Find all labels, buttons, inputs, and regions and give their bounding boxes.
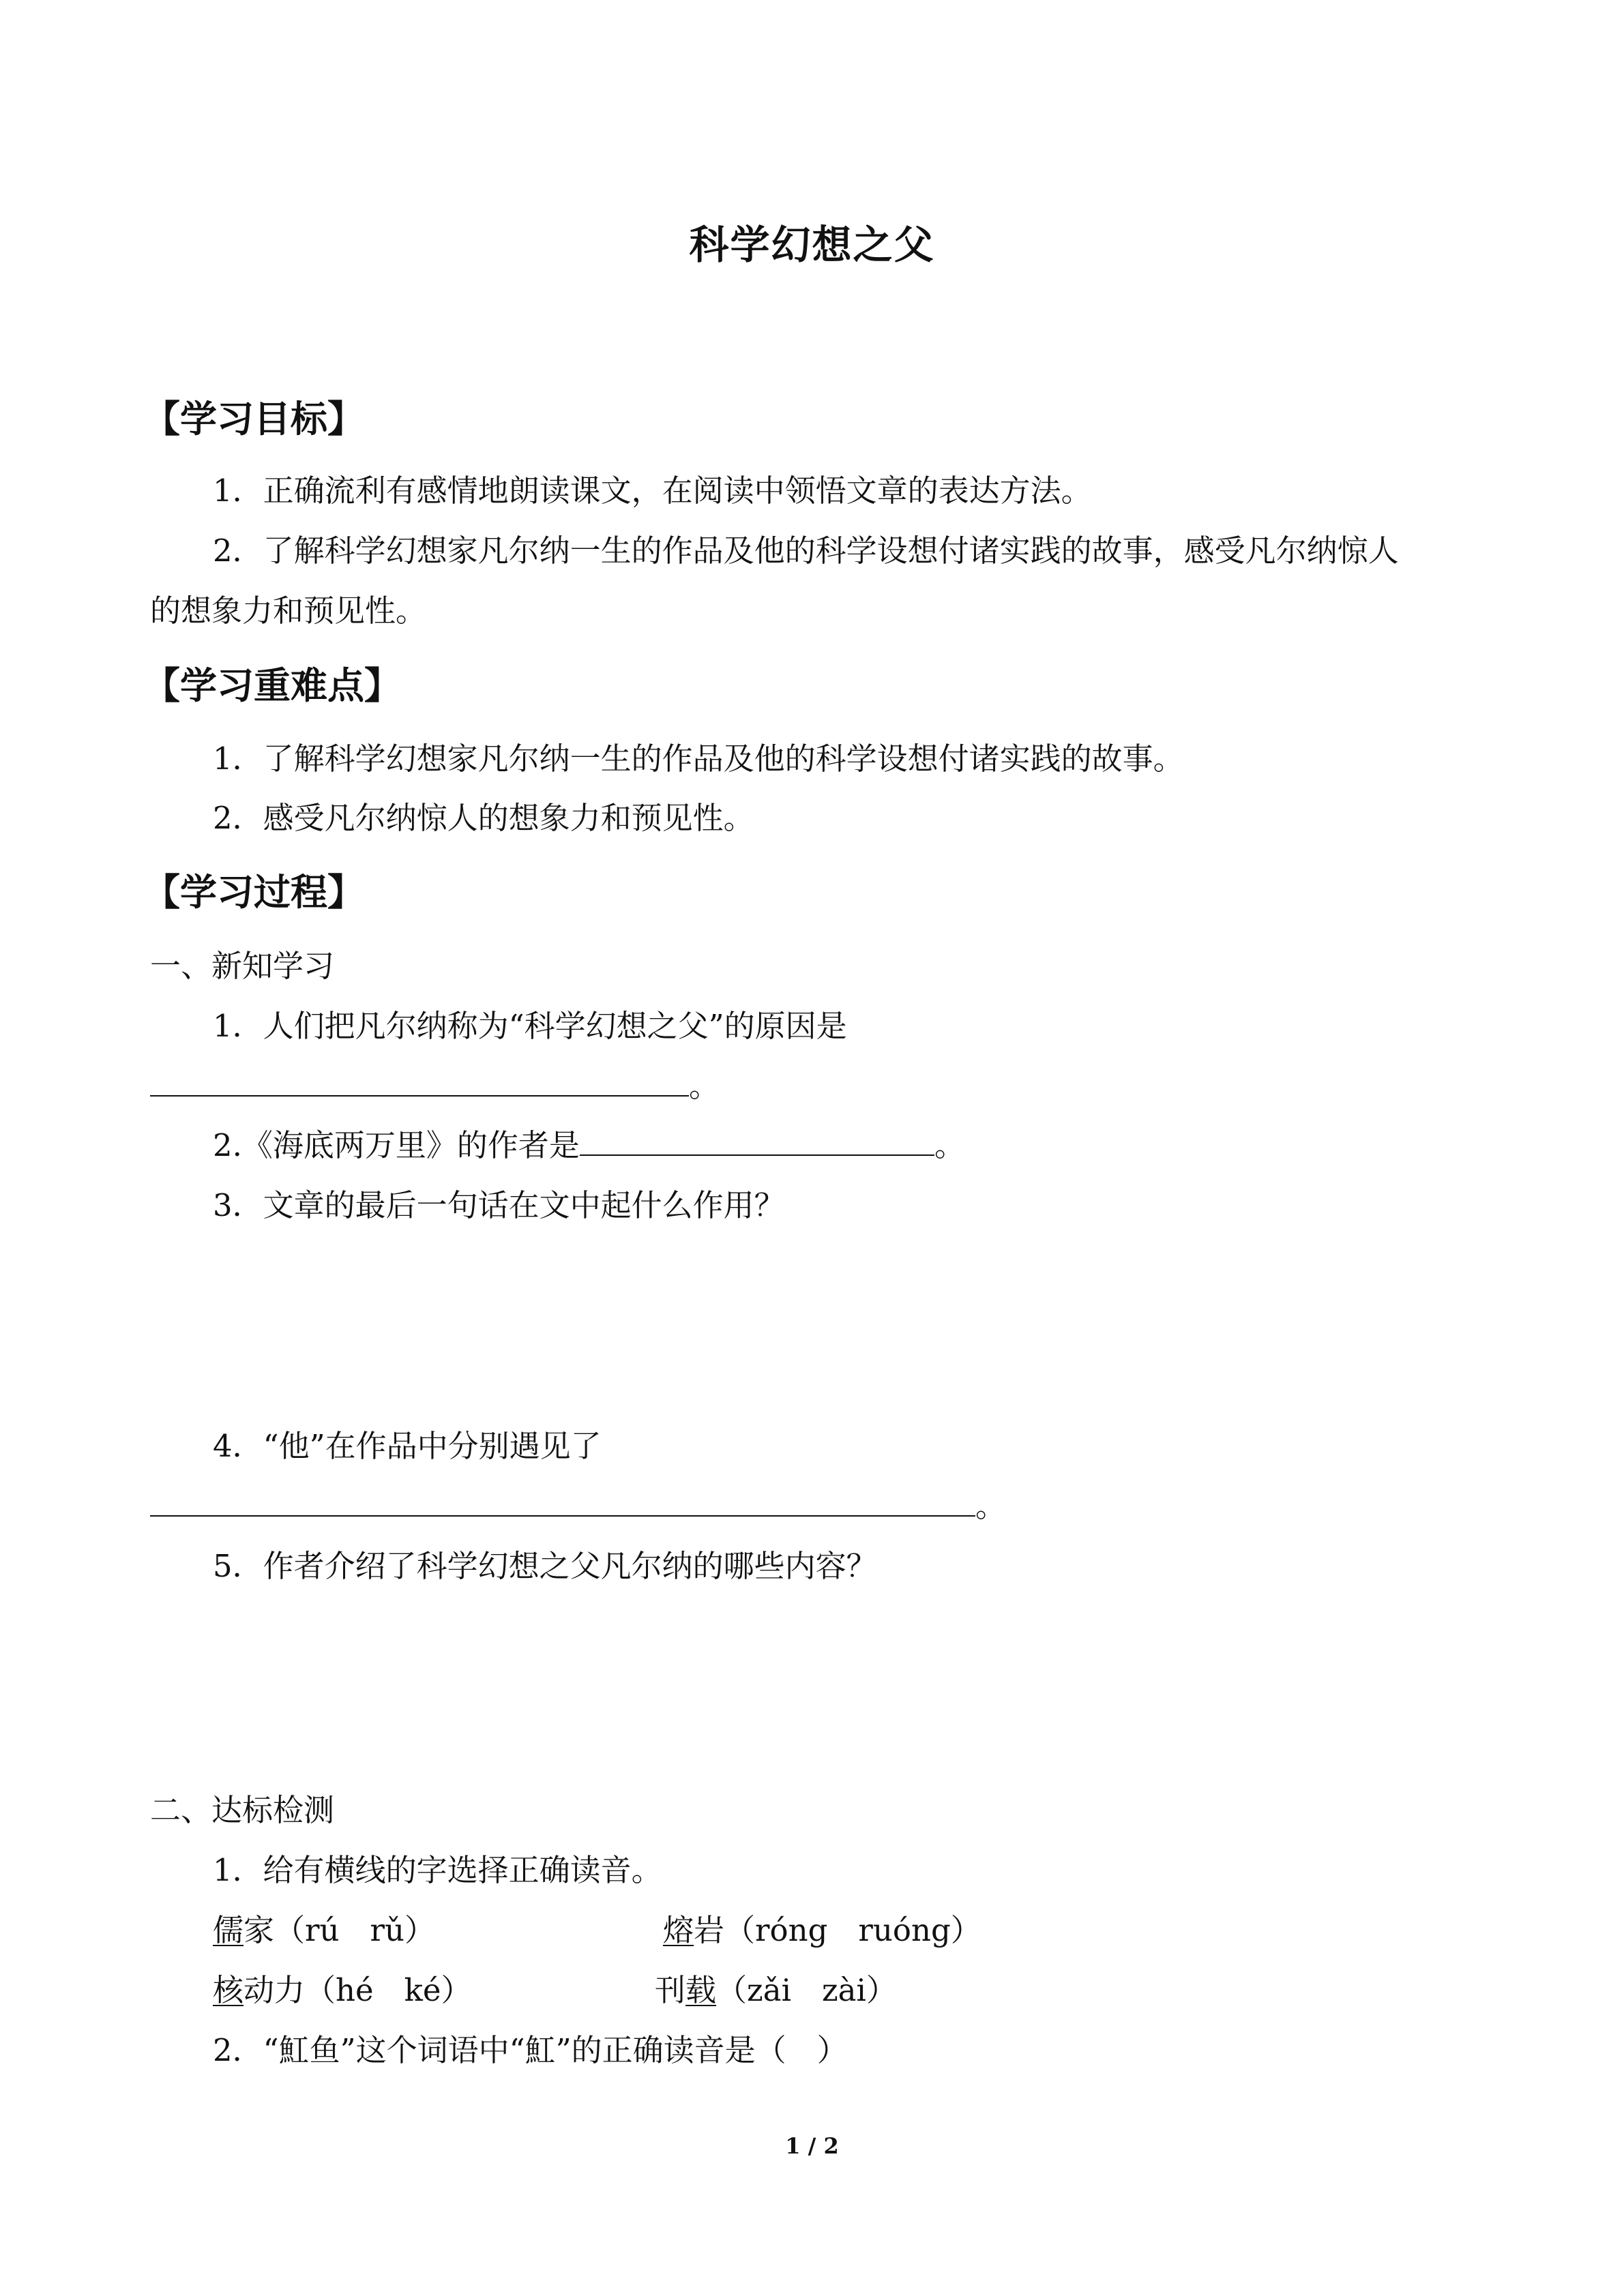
page-title: 科学幻想之父 (689, 222, 935, 268)
question-4: 4．“他”在作品中分别遇见了 (213, 1428, 602, 1464)
page-number: 1 / 2 (785, 2133, 839, 2159)
question-4-answer-line[interactable]: 。 (150, 1491, 1006, 1521)
pinyin-item-2: 熔岩（róng ruóng） (663, 1912, 981, 1948)
pinyin-item-4: 刊载（zǎi zài） (655, 1972, 897, 2008)
pinyin-item-1: 儒家（rú rǔ） (213, 1912, 436, 1948)
objectives-heading: 【学习目标】 (143, 398, 364, 441)
question-1: 1．人们把凡尔纳称为“科学幻想之父”的原因是 (213, 1008, 847, 1044)
objective-item-2-continued: 的想象力和预见性。 (150, 593, 427, 629)
question-5: 5．作者介绍了科学幻想之父凡尔纳的哪些内容？ (213, 1548, 877, 1584)
key-points-heading: 【学习重难点】 (143, 664, 401, 707)
test-question-2: 2．“魟鱼”这个词语中“魟”的正确读音是（ ） (213, 2032, 848, 2068)
objective-item-2: 2．了解科学幻想家凡尔纳一生的作品及他的科学设想付诸实践的故事，感受凡尔纳惊人 (213, 533, 1399, 569)
objective-item-1: 1．正确流利有感情地朗读课文，在阅读中领悟文章的表达方法。 (213, 473, 1092, 509)
answer-blank[interactable] (150, 1515, 975, 1517)
answer-blank[interactable] (580, 1154, 934, 1156)
question-3: 3．文章的最后一句话在文中起什么作用？ (213, 1187, 785, 1223)
pinyin-item-3: 核动力（hé ké） (213, 1972, 472, 2008)
part2-title: 二、达标检测 (150, 1792, 335, 1828)
question-2: 2.《海底两万里》的作者是 。 (213, 1127, 965, 1163)
process-heading: 【学习过程】 (143, 871, 364, 914)
answer-blank[interactable] (150, 1094, 689, 1097)
test-question-1: 1．给有横线的字选择正确读音。 (213, 1852, 662, 1888)
key-point-item-2: 2．感受凡尔纳惊人的想象力和预见性。 (213, 800, 754, 836)
part1-title: 一、新知学习 (150, 948, 335, 984)
question-1-answer-line[interactable]: 。 (150, 1071, 720, 1101)
key-point-item-1: 1．了解科学幻想家凡尔纳一生的作品及他的科学设想付诸实践的故事。 (213, 741, 1184, 777)
